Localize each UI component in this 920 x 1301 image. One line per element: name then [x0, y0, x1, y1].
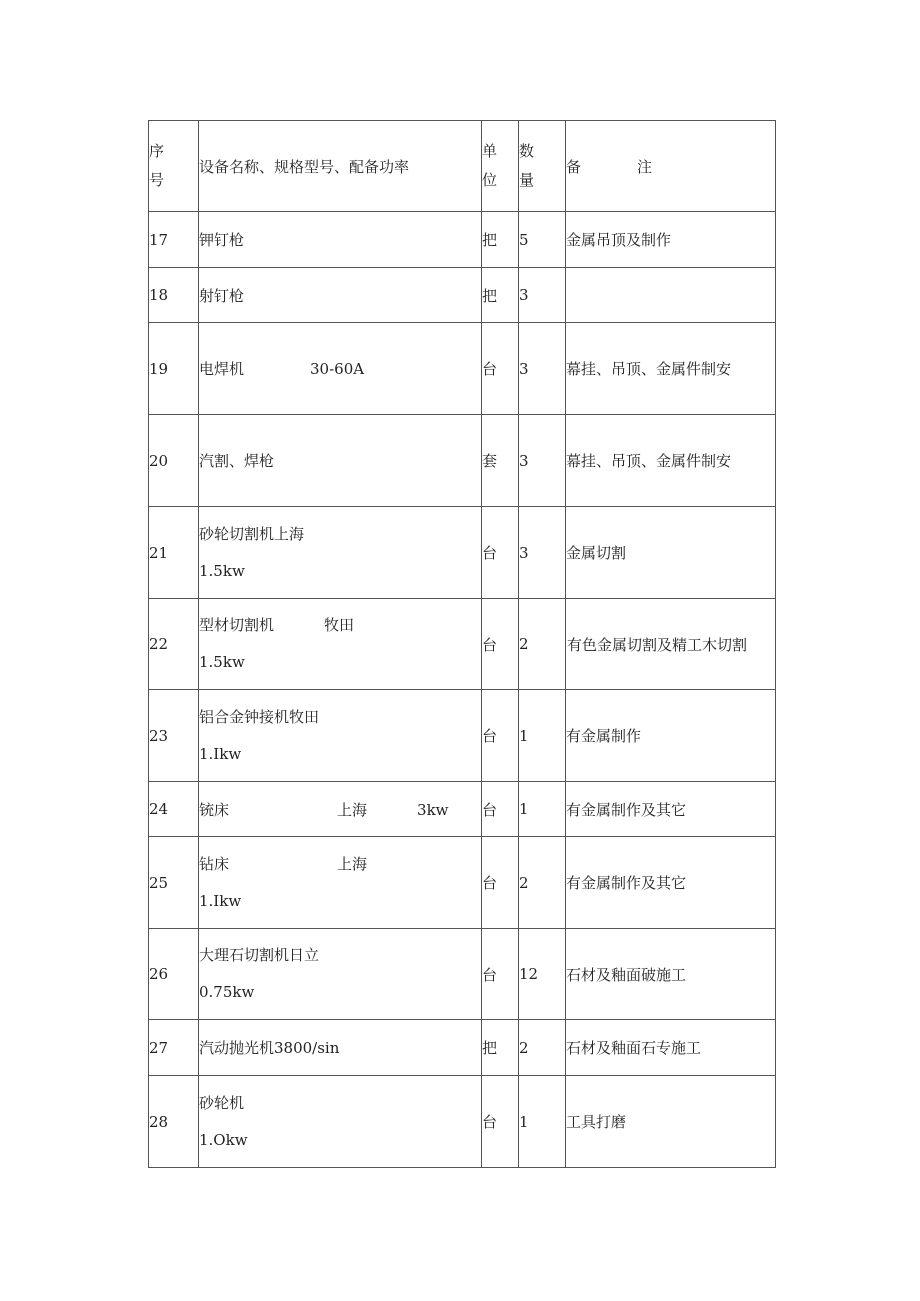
table-row: 28 砂轮机 1.Okw 台 1 工具打磨 [149, 1076, 776, 1168]
row-name: 铝合金钟接机牧田 1.Ikw [199, 690, 482, 782]
row-name: 铳床 上海 3kw [199, 782, 482, 837]
row-name: 汽割、焊枪 [199, 415, 482, 507]
table-row: 27 汽动抛光机3800/sin 把 2 石材及釉面石专施工 [149, 1020, 776, 1076]
header-name: 设备名称、规格型号、配备功率 [199, 121, 482, 212]
row-name: 射钉枪 [199, 268, 482, 323]
row-name: 电焊机 30-60A [199, 323, 482, 415]
table-row: 20 汽割、焊枪 套 3 幕挂、吊顶、金属件制安 [149, 415, 776, 507]
table-row: 18 射钉枪 把 3 [149, 268, 776, 323]
table-row: 22 型材切割机 牧田 1.5kw 台 2 有色金属切割及精工木切割 [149, 599, 776, 690]
header-unit: 单 位 [482, 121, 519, 212]
table-row: 24 铳床 上海 3kw 台 1 有金属制作及其它 [149, 782, 776, 837]
equipment-table [148, 120, 776, 1168]
table-row: 21 砂轮切割机上海 1.5kw 台 3 金属切割 [149, 507, 776, 599]
table-row: 25 钻床 上海 1.Ikw 台 2 有金属制作及其它 [149, 837, 776, 929]
row-name: 大理石切割机日立 0.75kw [199, 929, 482, 1020]
table-row: 23 铝合金钟接机牧田 1.Ikw 台 1 有金属制作 [149, 690, 776, 782]
row-name: 砂轮切割机上海 1.5kw [199, 507, 482, 599]
row-name: 型材切割机 牧田 1.5kw [199, 599, 482, 690]
header-qty: 数 量 [519, 121, 566, 212]
table-row: 19 电焊机 30-60A 台 3 幕挂、吊顶、金属件制安 [149, 323, 776, 415]
row-name: 汽动抛光机3800/sin [199, 1020, 482, 1076]
table-row: 26 大理石切割机日立 0.75kw 台 12 石材及釉面破施工 [149, 929, 776, 1020]
table-header-row [149, 121, 776, 212]
row-name: 钻床 上海 1.Ikw [199, 837, 482, 929]
table-row: 17 钾钉枪 把 5 金属吊顶及制作 [149, 212, 776, 268]
row-name: 钾钉枪 [199, 212, 482, 268]
header-note: 备 注 [566, 121, 776, 212]
row-name: 砂轮机 1.Okw [199, 1076, 482, 1168]
header-no: 序 号 [149, 121, 199, 212]
